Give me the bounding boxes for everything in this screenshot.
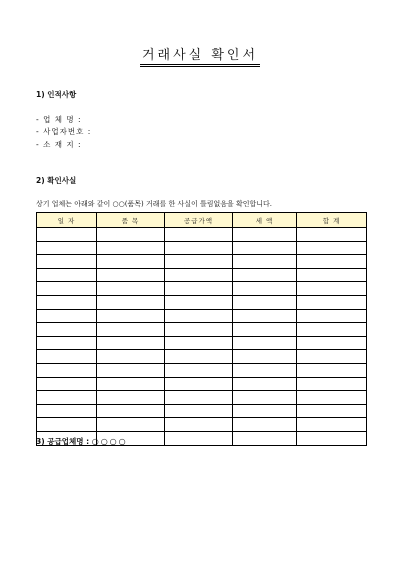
- table-cell[interactable]: [297, 255, 367, 269]
- table-cell[interactable]: [37, 404, 97, 418]
- table-cell[interactable]: [165, 404, 233, 418]
- table-row: [37, 228, 367, 242]
- supplier-line: [36, 436, 128, 447]
- table-cell[interactable]: [165, 309, 233, 323]
- section1-heading: 1) 인적사항: [36, 90, 77, 99]
- table-cell[interactable]: [297, 268, 367, 282]
- table-cell[interactable]: [165, 241, 233, 255]
- table-cell[interactable]: [97, 391, 165, 405]
- table-cell[interactable]: [97, 418, 165, 432]
- section2-heading: 2) 확인사실: [36, 176, 77, 185]
- table-row: [37, 363, 367, 377]
- supplier-label: 3) 공급업체명 :: [36, 437, 92, 446]
- table-cell[interactable]: [297, 323, 367, 337]
- table-cell[interactable]: [233, 268, 297, 282]
- table-row: [37, 309, 367, 323]
- table-body: [37, 228, 367, 446]
- col-header-date: 일 자: [37, 213, 97, 228]
- table-cell[interactable]: [233, 363, 297, 377]
- table-cell[interactable]: [165, 255, 233, 269]
- table-row: [37, 268, 367, 282]
- table-cell[interactable]: [233, 377, 297, 391]
- confirmation-statement: 상기 업체는 아래와 같이 ○○(품목) 거래를 한 사실이 틀림없음을 확인합니다.: [36, 200, 273, 208]
- table-cell[interactable]: [37, 241, 97, 255]
- table-cell[interactable]: [233, 350, 297, 364]
- table-cell[interactable]: [297, 350, 367, 364]
- table-cell[interactable]: [97, 350, 165, 364]
- table-cell[interactable]: [97, 404, 165, 418]
- table-cell[interactable]: [297, 282, 367, 296]
- table-cell[interactable]: [97, 282, 165, 296]
- table-cell[interactable]: [165, 363, 233, 377]
- table-cell[interactable]: [165, 228, 233, 242]
- table-cell[interactable]: [97, 241, 165, 255]
- table-cell[interactable]: [165, 431, 233, 445]
- table-row: [37, 282, 367, 296]
- table-cell[interactable]: [37, 391, 97, 405]
- table-cell[interactable]: [165, 295, 233, 309]
- transaction-table: [36, 212, 367, 446]
- table-cell[interactable]: [37, 377, 97, 391]
- table-cell[interactable]: [165, 418, 233, 432]
- title-text: 거래사실 확인서: [140, 44, 260, 67]
- table-cell[interactable]: [165, 377, 233, 391]
- table-cell[interactable]: [165, 391, 233, 405]
- table-cell[interactable]: [233, 323, 297, 337]
- table-cell[interactable]: [37, 255, 97, 269]
- table-cell[interactable]: [233, 391, 297, 405]
- table-row: [37, 323, 367, 337]
- table-cell[interactable]: [297, 336, 367, 350]
- table-cell[interactable]: [165, 282, 233, 296]
- table-cell[interactable]: [37, 336, 97, 350]
- col-header-supply-value: 공급가액: [165, 213, 233, 228]
- table-row: [37, 336, 367, 350]
- table-cell[interactable]: [37, 228, 97, 242]
- table-cell[interactable]: [37, 268, 97, 282]
- table-cell[interactable]: [297, 391, 367, 405]
- document-title: [0, 44, 400, 67]
- info-company-name: - 업 체 명 :: [36, 115, 82, 124]
- table-cell[interactable]: [233, 228, 297, 242]
- table-cell[interactable]: [297, 363, 367, 377]
- table-cell[interactable]: [165, 350, 233, 364]
- col-header-tax: 세 액: [233, 213, 297, 228]
- table-cell[interactable]: [233, 255, 297, 269]
- table-cell[interactable]: [37, 323, 97, 337]
- table-cell[interactable]: [97, 336, 165, 350]
- table-cell[interactable]: [297, 377, 367, 391]
- table-cell[interactable]: [97, 323, 165, 337]
- table-cell[interactable]: [233, 282, 297, 296]
- supplier-name: ○○○○: [91, 437, 128, 446]
- table-cell[interactable]: [165, 268, 233, 282]
- table-cell[interactable]: [233, 309, 297, 323]
- table-cell[interactable]: [233, 431, 297, 445]
- table-cell[interactable]: [37, 295, 97, 309]
- table-row: [37, 241, 367, 255]
- table-cell[interactable]: [37, 418, 97, 432]
- table-cell[interactable]: [297, 404, 367, 418]
- table-cell[interactable]: [233, 418, 297, 432]
- table-cell[interactable]: [97, 228, 165, 242]
- table-cell[interactable]: [37, 309, 97, 323]
- table-row: [37, 404, 367, 418]
- table-cell[interactable]: [97, 295, 165, 309]
- table-cell[interactable]: [297, 309, 367, 323]
- info-business-number: - 사업자번호 :: [36, 127, 92, 136]
- table-cell[interactable]: [165, 323, 233, 337]
- col-header-item: 품 목: [97, 213, 165, 228]
- table-cell[interactable]: [97, 255, 165, 269]
- table-cell[interactable]: [233, 295, 297, 309]
- table-cell[interactable]: [233, 336, 297, 350]
- table-cell[interactable]: [233, 241, 297, 255]
- table-cell[interactable]: [297, 418, 367, 432]
- table-cell[interactable]: [97, 363, 165, 377]
- table-row: [37, 377, 367, 391]
- table-row: [37, 295, 367, 309]
- info-address: - 소 재 지 :: [36, 140, 82, 149]
- table-cell[interactable]: [233, 404, 297, 418]
- table-cell[interactable]: [37, 350, 97, 364]
- table-cell[interactable]: [97, 377, 165, 391]
- table-row: [37, 350, 367, 364]
- table-cell[interactable]: [297, 228, 367, 242]
- table-row: [37, 391, 367, 405]
- table-row: [37, 418, 367, 432]
- table-row: [37, 255, 367, 269]
- table-cell[interactable]: [297, 295, 367, 309]
- table-cell[interactable]: [297, 241, 367, 255]
- table-cell[interactable]: [165, 336, 233, 350]
- table-cell[interactable]: [37, 363, 97, 377]
- table-cell[interactable]: [297, 431, 367, 445]
- table-cell[interactable]: [97, 309, 165, 323]
- table-cell[interactable]: [37, 282, 97, 296]
- table-header-row: [37, 213, 367, 228]
- table-cell[interactable]: [97, 268, 165, 282]
- col-header-total: 합 계: [297, 213, 367, 228]
